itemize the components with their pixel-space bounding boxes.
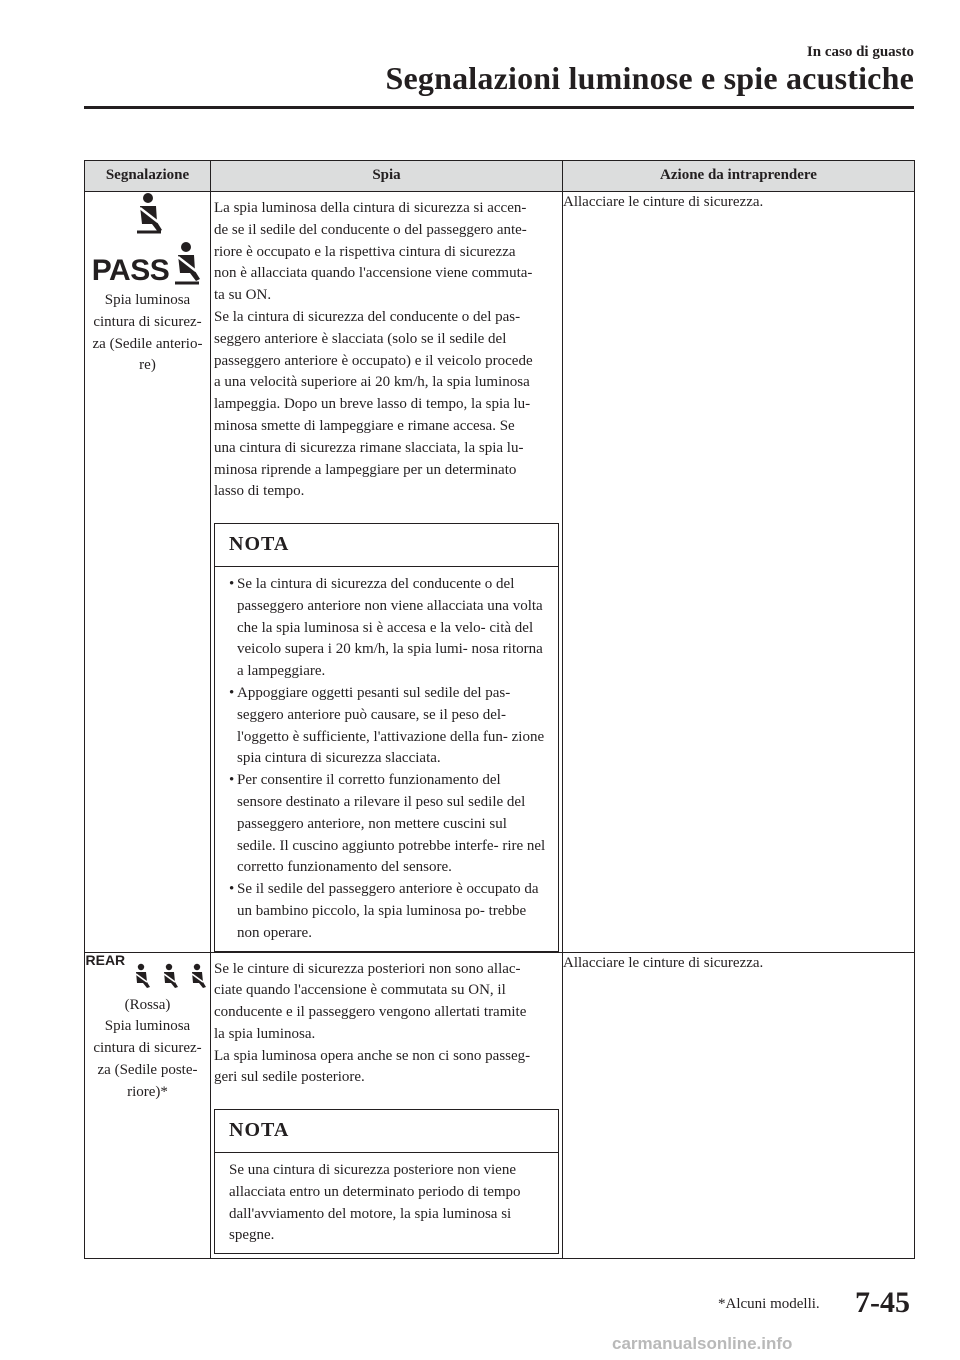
footnote: *Alcuni modelli. [718, 1296, 820, 1312]
nota-item: • Per consentire il corretto funzionamento del sensore destinato a rilevare il peso sul sedile del passeggero anteriore, non mettere cuscini sul sedile. Il cuscino aggiunto potrebbe interfe- rire nel corretto funzionamento del sensore. [229, 772, 546, 876]
seatbelt-rear-icon-group [86, 953, 210, 989]
rear-indicator-text: REAR [85, 951, 126, 968]
table-header-row [85, 161, 915, 192]
nota-item-text: Se la cintura di sicurezza del conducente o del passeggero anteriore non viene allacciata una volta che la spia luminosa si è accesa e la velo- cità del veicolo supera i 20 km/h, la spia lumi- nosa ritorna a lampeggiare. [237, 575, 543, 680]
table-row [85, 192, 915, 953]
table-row [85, 952, 915, 1259]
signal-label: Spia luminosa cintura di sicurez- za (Sedile anterio- re) [92, 292, 203, 374]
pass-indicator-text: PASS [91, 254, 170, 287]
nota-title: NOTA [215, 524, 558, 567]
signal-cell [85, 952, 211, 1259]
nota-title: NOTA [215, 1110, 558, 1153]
seatbelt-front-icon-group [85, 192, 210, 377]
header-azione: Azione da intraprendere [563, 161, 915, 192]
spia-cell [211, 192, 563, 953]
spia-line: ta su ON. [214, 287, 272, 304]
nota-item-text: Appoggiare oggetti pesanti sul sedile del pas- seggero anteriore può causare, se il peso del- l'oggetto è sufficiente, l'attivazione della fun- zione spia cintura di sicurezza slacciata. [237, 684, 545, 767]
spia-line: lampeggia. Dopo un breve lasso di tempo, la spia lu- [214, 396, 531, 413]
page-number: 7-45 [855, 1286, 910, 1319]
nota-item: • Appoggiare oggetti pesanti sul sedile del pas- seggero anteriore può causare, se il peso del- l'oggetto è sufficiente, l'attivazione della fun- zione spia cintura di sicurezza slacciata. [229, 684, 545, 767]
nota-body [215, 567, 558, 951]
spia-line: seggero anteriore è slacciata (solo se il sedile del [214, 330, 507, 347]
azione-cell: Allacciare le cinture di sicurezza. [563, 192, 915, 953]
spia-line: non è allacciata quando l'accensione viene commuta- [214, 265, 533, 282]
spia-line: Se la cintura di sicurezza del conducente o del pas- [214, 308, 521, 325]
spia-line: La spia luminosa della cintura di sicurezza si accen- [214, 200, 527, 216]
nota-box [214, 1109, 559, 1254]
seatbelt-icon [130, 963, 152, 989]
nota-body: Se una cintura di sicurezza posteriore non viene allacciata entro un determinato periodo di tempo dall'avviamento del motore, la spia luminosa si spegne. [229, 1162, 521, 1244]
spia-line: minosa riprende a lampeggiare per un determinato [214, 461, 517, 478]
seatbelt-icon [158, 963, 180, 989]
color-label: (Rossa) [124, 996, 171, 1013]
spia-line: La spia luminosa opera anche se non ci sono passeg- [214, 1047, 531, 1064]
signal-label-group [87, 995, 209, 1104]
watermark: carmanualsonline.info [612, 1334, 793, 1353]
spia-line: conducente e il passeggero vengono allertati tramite [214, 1004, 527, 1021]
spia-line: ciate quando l'accensione è commutata su ON, il [214, 982, 506, 999]
signal-label: Spia luminosa cintura di sicurez- za (Sedile poste- riore)* [93, 1018, 202, 1100]
seatbelt-icon [169, 240, 203, 286]
nota-box [214, 523, 559, 951]
section-heading: In caso di guasto [806, 44, 914, 60]
spia-line: Se le cinture di sicurezza posteriori non sono allac- [214, 960, 521, 977]
signal-cell [85, 192, 211, 953]
title-rule [84, 106, 914, 109]
azione-cell: Allacciare le cinture di sicurezza. [563, 952, 915, 1259]
spia-line: una cintura di sicurezza rimane slacciata, la spia lu- [214, 439, 524, 456]
spia-description [211, 192, 562, 503]
spia-line: passeggero anteriore è occupato) e il veicolo procede [214, 352, 533, 369]
spia-cell [211, 952, 563, 1259]
spia-description [211, 953, 562, 1090]
page-title: Segnalazioni luminose e spie acustiche [385, 60, 914, 96]
spia-line: la spia luminosa. [214, 1025, 316, 1042]
header-spia: Spia [211, 161, 563, 192]
nota-item-text: Per consentire il corretto funzionamento del sensore destinato a rilevare il peso sul sedile del passeggero anteriore, non mettere cuscini sul sedile. Il cuscino aggiunto potrebbe interfe- rire nel corretto funzionamento del sensore. [237, 772, 546, 876]
nota-item: • Se la cintura di sicurezza del conducente o del passeggero anteriore non viene allacciata una volta che la spia luminosa si è accesa e la velo- cità del veicolo supera i 20 km/h, la spia lumi- nosa ritorna a lampeggiare. [229, 575, 543, 680]
spia-line: minosa smette di lampeggiare e rimane accesa. Se [214, 417, 515, 434]
seatbelt-icon [128, 192, 168, 234]
spia-line: de se il sedile del conducente o del passeggero ante- [214, 221, 527, 238]
spia-line: riore è occupato e la rispettiva cintura di sicurezza [214, 243, 516, 260]
spia-line: lasso di tempo. [214, 483, 305, 500]
seatbelt-icon [186, 963, 208, 989]
warning-lights-table [84, 160, 915, 1259]
nota-item-text: Se il sedile del passeggero anteriore è occupato da un bambino piccolo, la spia luminosa po- trebbe non operare. [237, 881, 539, 941]
nota-item: • Se il sedile del passeggero anteriore è occupato da un bambino piccolo, la spia luminosa po- trebbe non operare. [229, 881, 539, 941]
spia-line: geri sul sedile posteriore. [214, 1069, 365, 1086]
spia-line: a una velocità superiore ai 20 km/h, la spia luminosa [214, 374, 530, 391]
header-segnalazione: Segnalazione [85, 161, 211, 192]
